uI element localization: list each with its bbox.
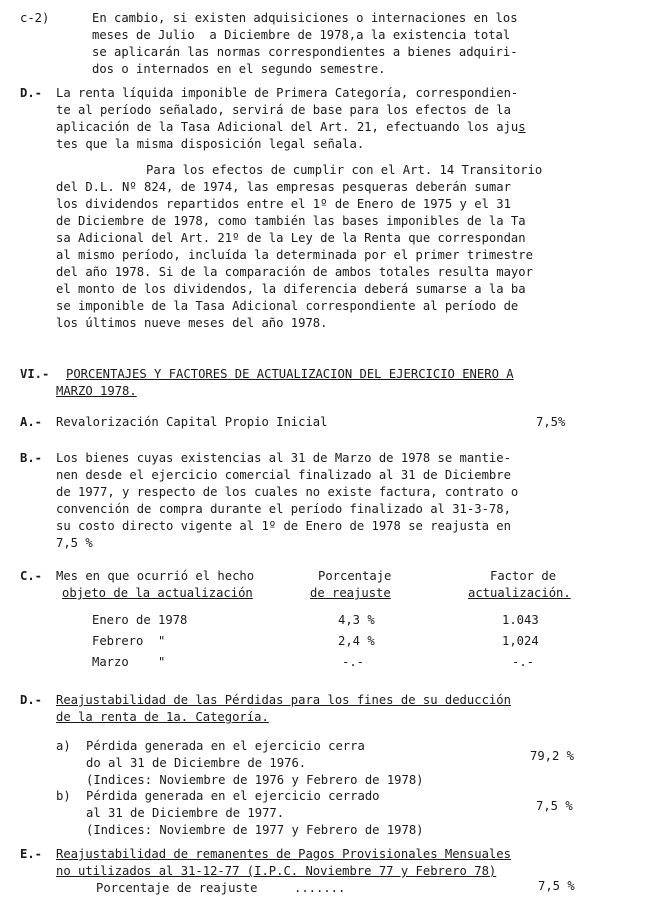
- para-line-3: los dividendos repartidos entre el 1º de Enero de 1975 y el 31: [56, 197, 511, 211]
- c-row-3-month: Marzo ": [92, 655, 166, 669]
- c-row-1-factor: 1.043: [502, 613, 539, 627]
- d-line-4: tes que la misma disposición legal señala.: [56, 137, 365, 151]
- para-line-9: se imponible de la Tasa Adicional correspondiente al período de: [56, 299, 519, 313]
- b-marker: B.-: [20, 451, 43, 465]
- c-marker: C.-: [20, 569, 43, 583]
- para-line-8: el monto de los dividendos, la diferencia deberá sumarse a la ba: [56, 282, 526, 296]
- c-col3-header-2: actualización.: [468, 586, 571, 600]
- c2-line-1: En cambio, si existen adquisiciones o internaciones en los: [92, 11, 518, 25]
- a-label: Revalorización Capital Propio Inicial: [56, 415, 328, 429]
- c-row-2-factor: 1,024: [502, 634, 539, 648]
- b-line-1: Los bienes cuyas existencias al 31 de Marzo de 1978 se mantie-: [56, 451, 511, 465]
- d2a-value: 79,2 %: [530, 749, 575, 763]
- c-row-2-month: Febrero ": [92, 634, 166, 648]
- d2a-line-3: (Indices: Noviembre de 1976 y Febrero de 1978): [86, 773, 424, 787]
- d2-title-line-2: de la renta de 1a. Categoría.: [56, 710, 269, 724]
- vi-marker: VI.-: [20, 367, 50, 381]
- vi-title-line-1: PORCENTAJES Y FACTORES DE ACTUALIZACION DEL EJERCICIO ENERO A: [66, 367, 514, 381]
- b-line-2: nen desde el ejercicio comercial finalizado al 31 de Diciembre: [56, 468, 511, 482]
- vi-title-line-2: MARZO 1978.: [56, 384, 137, 398]
- c-col1-header-1: Mes en que ocurrió el hecho: [56, 569, 255, 583]
- d2b-line-2: al 31 de Diciembre de 1977.: [86, 806, 285, 820]
- d2a-line-1: Pérdida generada en el ejercicio cerra: [86, 739, 365, 753]
- para-line-4: de Diciembre de 1978, como también las bases imponibles de la Ta: [56, 214, 526, 228]
- e-title-line-1: Reajustabilidad de remanentes de Pagos Provisionales Mensuales: [56, 847, 511, 861]
- e-marker: E.-: [20, 847, 43, 861]
- c-col1-header-2: objeto de la actualización: [62, 586, 253, 600]
- e-row-dots: .......: [294, 881, 346, 895]
- d-line-3-underlined: s: [518, 120, 526, 134]
- c-col2-header-1: Porcentaje: [318, 569, 392, 583]
- e-title-line-2: no utilizados al 31-12-77 (I.P.C. Noviembre 77 y Febrero 78): [56, 864, 497, 878]
- c-row-1-pct: 4,3 %: [338, 613, 375, 627]
- a-value: 7,5%: [536, 415, 566, 429]
- e-row-value: 7,5 %: [538, 879, 575, 893]
- para-line-6: al mismo período, incluída la determinada por el primer trimestre: [56, 248, 533, 262]
- c-row-2-pct: 2,4 %: [338, 634, 375, 648]
- c2-line-2: meses de Julio a Diciembre de 1978,a la existencia total: [92, 28, 511, 42]
- b-line-5: su costo directo vigente al 1º de Enero de 1978 se reajusta en: [56, 519, 511, 533]
- b-line-6: 7,5 %: [56, 536, 93, 550]
- d2b-line-1: Pérdida generada en el ejercicio cerrado: [86, 789, 380, 803]
- para-line-7: del año 1978. Si de la comparación de ambos totales resulta mayor: [56, 265, 533, 279]
- d-line-2: te al período señalado, servirá de base para los efectos de la: [56, 103, 511, 117]
- c-col2-header-2: de reajuste: [310, 586, 391, 600]
- d2b-value: 7,5 %: [536, 799, 573, 813]
- e-row-label: Porcentaje de reajuste: [96, 881, 258, 895]
- para-line-5: sa Adicional del Art. 21º de la Ley de la Renta que correspondan: [56, 231, 526, 245]
- b-line-4: convención de compra durante el período finalizado al 31-3-78,: [56, 502, 511, 516]
- d2a-line-2: do al 31 de Diciembre de 1976.: [86, 756, 307, 770]
- d-line-3-text: aplicación de la Tasa Adicional del Art. 21, efectuando los aju: [56, 120, 519, 134]
- b-line-3: de 1977, y respecto de los cuales no existe factura, contrato o: [56, 485, 519, 499]
- c2-line-4: dos o internados en el segundo semestre.: [92, 62, 386, 76]
- c-row-3-factor: -.-: [512, 655, 535, 669]
- c-col3-header-1: Factor de: [490, 569, 557, 583]
- d-line-1: La renta líquida imponible de Primera Categoría, correspondien-: [56, 86, 519, 100]
- c-row-3-pct: -.-: [342, 655, 365, 669]
- para-line-2: del D.L. Nº 824, de 1974, las empresas pesqueras deberán sumar: [56, 180, 511, 194]
- d-marker: D.-: [20, 86, 43, 100]
- para-line-1: Para los efectos de cumplir con el Art. 14 Transitorio: [146, 163, 543, 177]
- c-row-1-month: Enero de 1978: [92, 613, 188, 627]
- d2-title-line-1: Reajustabilidad de las Pérdidas para los fines de su deducción: [56, 693, 511, 707]
- c2-marker: c-2): [20, 11, 50, 25]
- d2b-marker: b): [56, 789, 71, 803]
- a-marker: A.-: [20, 415, 43, 429]
- para-line-10: los últimos nueve meses del año 1978.: [56, 316, 328, 330]
- d-line-3: [56, 119, 526, 136]
- c2-line-3: se aplicarán las normas correspondientes a bienes adquiri-: [92, 45, 518, 59]
- d2-marker: D.-: [20, 693, 43, 707]
- d2a-marker: a): [56, 739, 71, 753]
- d2b-line-3: (Indices: Noviembre de 1977 y Febrero de 1978): [86, 823, 424, 837]
